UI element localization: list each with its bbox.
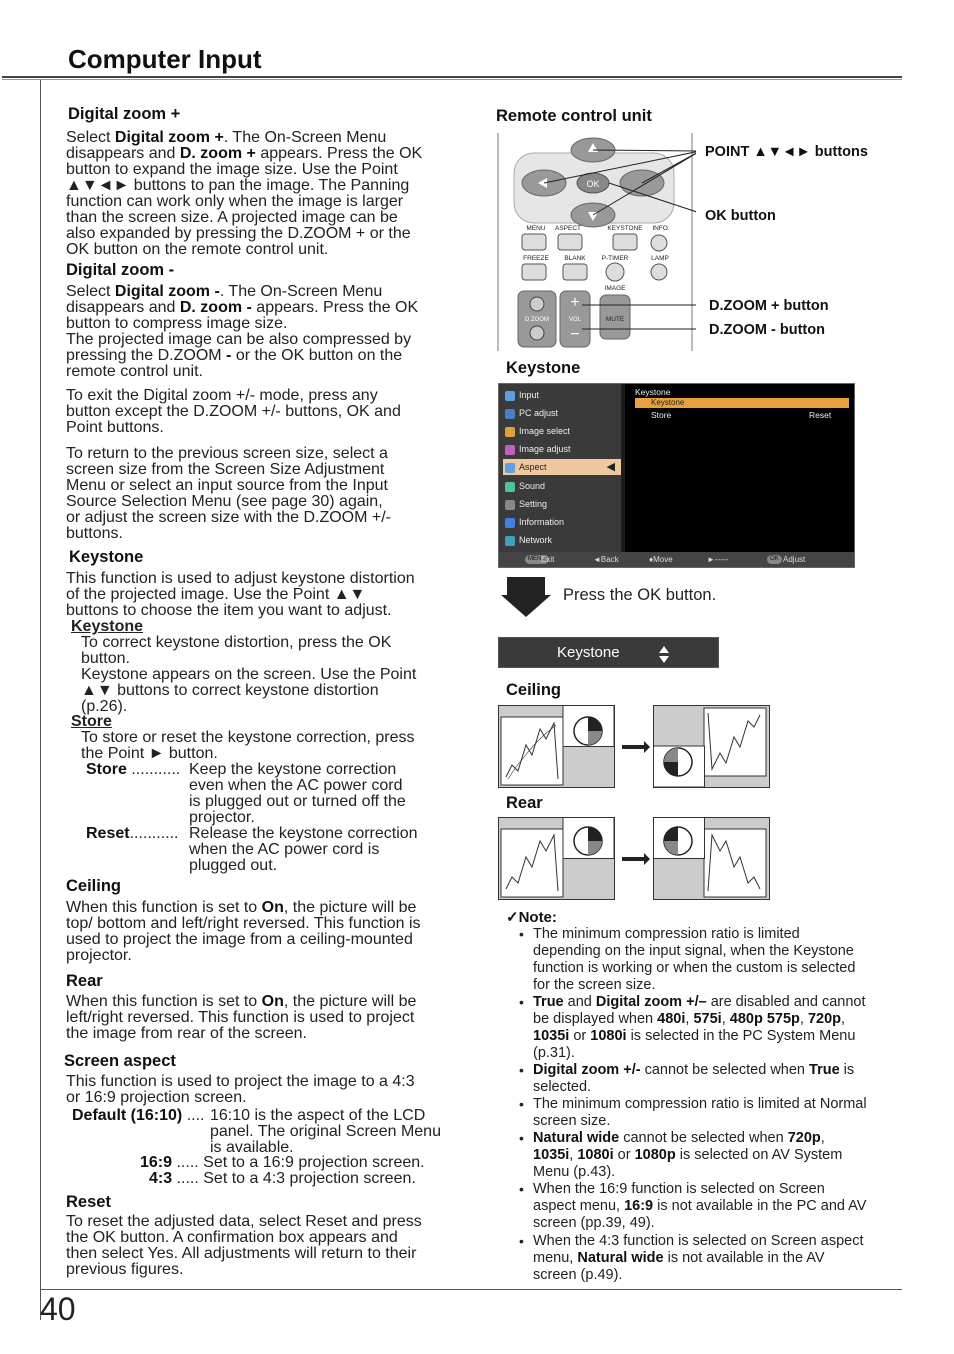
page-title: Computer Input	[68, 44, 262, 74]
osd-item-setting[interactable]: Setting	[503, 496, 621, 512]
digital-zoom-minus-heading: Digital zoom -	[66, 261, 175, 279]
footer-back: ◄Back	[593, 555, 619, 564]
note-item: When the 16:9 function is selected on Screen aspect menu, 16:9 is not available in the PC and AV screen (pp.39, 49).	[533, 1181, 867, 1231]
note-item: True and Digital zoom +/– are disabled and cannot be displayed when 480i, 575i, 480p 575p, 720p, 1035i or 1080i is selected in the PC System Menu (p.31).	[533, 994, 866, 1061]
keystone-menu-heading: Keystone	[506, 359, 581, 377]
footer-rule	[40, 1289, 902, 1290]
svg-text:BLANK: BLANK	[564, 255, 586, 262]
aspect-icon	[505, 463, 515, 473]
svg-text:+: +	[570, 294, 580, 311]
keystone-heading: Keystone	[69, 548, 144, 566]
store-sub-heading: Store	[71, 713, 112, 730]
osd-submenu-item-store[interactable]: Store	[651, 410, 672, 420]
sound-icon	[505, 482, 515, 492]
reset-option-desc: Release the keystone correction when the AC power cord is plugged out.	[189, 825, 418, 874]
osd-footer	[499, 552, 854, 567]
ceiling-illustration	[498, 705, 770, 789]
input-icon	[505, 391, 515, 401]
menu-key-badge: MENU	[525, 555, 549, 564]
store-sub-text: To store or reset the keystone correction, press the Point ► button.	[81, 729, 415, 762]
note-heading: ✓Note:	[506, 909, 557, 926]
reset-option: Reset...........	[86, 825, 179, 842]
osd-item-image-select[interactable]: Image select	[503, 423, 621, 439]
svg-text:OK: OK	[586, 179, 600, 189]
digital-zoom-plus-heading: Digital zoom +	[68, 105, 181, 123]
svg-text:LAMP: LAMP	[651, 255, 669, 262]
svg-text:INFO.: INFO.	[652, 225, 670, 232]
digital-zoom-minus-text: Select Digital zoom -. The On-Screen Menu disappears and D. zoom - appears. Press the OK button to compress image size. The projected image can be also compressed by pressing the D.ZOOM - or the OK button on the remote control unit.	[66, 283, 419, 380]
note-item: Digital zoom +/- cannot be selected when True is selected.	[533, 1062, 855, 1095]
selected-arrow-icon: ◀	[606, 461, 615, 473]
footer-adjust: Adjust	[783, 555, 806, 564]
note-item: The minimum compression ratio is limited at Normal screen size.	[533, 1096, 867, 1129]
return-size-paragraph: To return to the previous screen size, select a screen size from the Screen Size Adjustment Menu or select an input source from the Input Source Selection Menu (see page 30) again, or adjust the screen size with the D.ZOOM +/- buttons.	[66, 445, 392, 542]
up-down-arrows-icon	[659, 644, 669, 661]
note-item: The minimum compression ratio is limited depending on the input signal, when the Keystone function is working or when the custom is selected for the screen size.	[533, 926, 856, 993]
pc-adjust-icon	[505, 409, 515, 419]
svg-text:KEYSTONE: KEYSTONE	[607, 225, 643, 232]
footer-next: ►-----	[707, 555, 729, 564]
osd-item-sound[interactable]: Sound	[503, 478, 621, 494]
screen-aspect-text: This function is used to project the image to a 4:3 or 16:9 projection screen.	[66, 1073, 415, 1106]
digital-zoom-plus-text: Select Digital zoom +. The On-Screen Menu disappears and D. zoom + appears. Press the OK button to expand the image size. Use the Point ▲▼◄► buttons to pan the image. The Panning function can work only when the image is larger than the screen size. A projected image can be also expanded by pressing the D.ZOOM + or the OK button on the remote control unit.	[66, 129, 423, 258]
osd-submenu-value-reset: Reset	[809, 410, 832, 420]
store-option-desc: Keep the keystone correction even when the AC power cord is plugged out or turned off the projector.	[189, 761, 406, 826]
default-option-desc: 16:10 is the aspect of the LCD panel. The original Screen Menu is available.	[210, 1107, 441, 1156]
svg-text:P-TIMER: P-TIMER	[601, 255, 629, 262]
note-bullet: •	[519, 1062, 524, 1078]
osd-item-information[interactable]: Information	[503, 514, 621, 530]
osd-submenu-title: Keystone	[635, 387, 671, 397]
keystone-bar-label: Keystone	[557, 644, 620, 661]
remote-heading: Remote control unit	[496, 107, 652, 125]
note-bullet: •	[519, 926, 524, 942]
remote-control-figure	[496, 133, 696, 353]
osd-item-input[interactable]: Input	[503, 387, 621, 403]
note-bullet: •	[519, 1233, 524, 1249]
callout-dzoom-plus: D.ZOOM + button	[709, 298, 829, 314]
svg-text:VOL: VOL	[568, 317, 582, 323]
rear-heading: Rear	[66, 972, 103, 990]
osd-menu	[498, 383, 855, 568]
ratio-16-9-option: 16:9 ..... Set to a 16:9 projection screen.	[140, 1154, 425, 1171]
setting-icon	[505, 500, 515, 510]
ceiling-figure-heading: Ceiling	[506, 681, 562, 699]
osd-menu-sidebar	[499, 384, 621, 552]
keystone-adjust-bar[interactable]	[498, 637, 719, 668]
ratio-4-3-option: 4:3 ..... Set to a 4:3 projection screen.	[149, 1170, 416, 1187]
osd-item-network[interactable]: Network	[503, 532, 621, 548]
note-item: When the 4:3 function is selected on Screen aspect menu, Natural wide is not available in the AV screen (p.49).	[533, 1233, 864, 1283]
callout-ok-button: OK button	[705, 208, 776, 224]
note-bullet: •	[519, 1130, 524, 1146]
ceiling-heading: Ceiling	[66, 877, 122, 895]
note-item: Natural wide cannot be selected when 720p, 1035i, 1080i or 1080p is selected on AV System Menu (p.43).	[533, 1130, 843, 1180]
left-margin-rule	[40, 80, 41, 1320]
svg-text:ASPECT: ASPECT	[554, 225, 582, 232]
callout-dzoom-minus: D.ZOOM - button	[709, 322, 825, 338]
osd-item-image-adjust[interactable]: Image adjust	[503, 441, 621, 457]
footer-exit: Exit	[541, 555, 555, 564]
reset-text: To reset the adjusted data, select Reset and press the OK button. A confirmation box appears and then select Yes. All adjustments will return to their previous figures.	[66, 1213, 422, 1278]
down-arrow-icon	[501, 577, 551, 617]
remote-control-illustration	[496, 133, 696, 353]
default-option: Default (16:10) ....	[72, 1107, 205, 1124]
store-option: Store ...........	[86, 761, 181, 778]
note-bullet: •	[519, 1096, 524, 1112]
ceiling-text: When this function is set to On, the picture will be top/ bottom and left/right reversed. This function is used to project the image from a ceiling-mounted projector.	[66, 899, 421, 964]
header-rule-thin	[2, 79, 902, 80]
osd-item-pc-adjust[interactable]: PC adjust	[503, 405, 621, 421]
rear-text: When this function is set to On, the picture will be left/right reversed. This function is used to project the image from rear of the screen.	[66, 993, 417, 1042]
footer-move: ♦Move	[649, 555, 673, 564]
svg-text:FREEZE: FREEZE	[523, 255, 549, 262]
rear-illustration	[498, 817, 770, 901]
page-number: 40	[40, 1291, 76, 1327]
svg-text:MUTE: MUTE	[605, 316, 625, 323]
reset-heading: Reset	[66, 1193, 111, 1211]
note-bullet: •	[519, 1181, 524, 1197]
svg-text:IMAGE: IMAGE	[604, 285, 626, 292]
osd-submenu-item-keystone[interactable]: Keystone	[635, 398, 849, 408]
screen-aspect-heading: Screen aspect	[64, 1052, 176, 1070]
header-rule	[2, 76, 902, 78]
svg-text:D.ZOOM: D.ZOOM	[525, 317, 549, 323]
keystone-sub-heading: Keystone	[71, 618, 144, 635]
image-adjust-icon	[505, 445, 515, 455]
svg-text:−: −	[570, 326, 580, 343]
keystone-sub-text: To correct keystone distortion, press the OK button. Keystone appears on the screen. Use the Point ▲▼ buttons to correct keystone distortion (p.26).	[81, 634, 417, 715]
press-ok-instruction: Press the OK button.	[563, 586, 717, 604]
osd-submenu	[625, 384, 854, 552]
callout-point-buttons: POINT ▲▼◄► buttons	[705, 144, 868, 160]
ok-key-badge: OK	[767, 555, 782, 564]
exit-zoom-paragraph: To exit the Digital zoom +/- mode, press any button except the D.ZOOM +/- buttons, OK and Point buttons.	[66, 387, 401, 436]
network-icon	[505, 536, 515, 546]
keystone-intro: This function is used to adjust keystone distortion of the projected image. Use the Point ▲▼ buttons to choose the item you want to adjust.	[66, 570, 415, 619]
rear-figure-heading: Rear	[506, 794, 543, 812]
information-icon	[505, 518, 515, 528]
note-bullet: •	[519, 994, 524, 1010]
osd-item-aspect[interactable]: Aspect ◀	[503, 459, 621, 475]
svg-text:MENU: MENU	[526, 225, 546, 232]
image-select-icon	[505, 427, 515, 437]
